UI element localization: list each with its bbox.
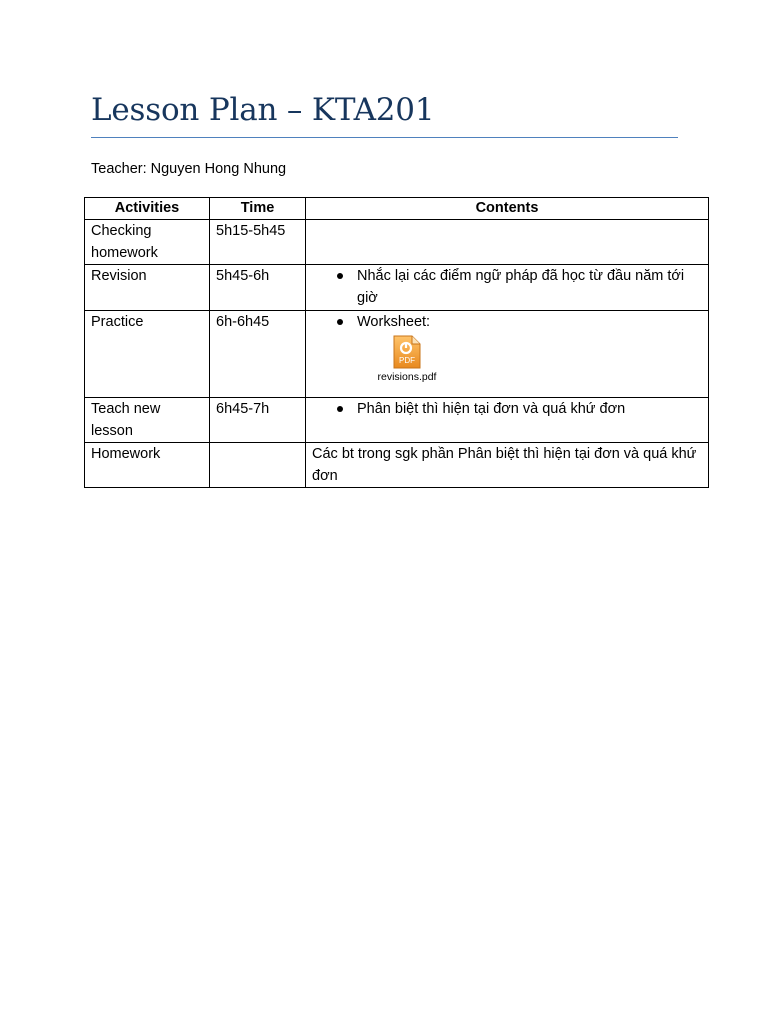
teacher-line: Teacher: Nguyen Hong Nhung <box>91 161 287 177</box>
table-row <box>85 398 709 443</box>
time-cell: 6h45-7h <box>210 398 306 443</box>
contents-cell <box>306 265 709 311</box>
time-cell <box>210 443 306 488</box>
header-time: Time <box>210 198 306 220</box>
lesson-plan-table <box>84 197 709 488</box>
contents-cell <box>306 398 709 443</box>
contents-bullet-list <box>312 265 702 309</box>
contents-bullet-list <box>312 398 702 420</box>
activity-cell: Homework <box>85 443 210 488</box>
table-row <box>85 443 709 488</box>
header-activities: Activities <box>85 198 210 220</box>
contents-bullet-list <box>312 311 702 333</box>
table-header-row <box>85 198 709 220</box>
pdf-icon-label: PDF <box>399 356 415 365</box>
pdf-file-icon <box>393 335 421 369</box>
activity-cell: Teach new lesson <box>85 398 210 443</box>
pdf-filename[interactable]: revisions.pdf <box>377 371 437 383</box>
contents-cell <box>306 311 709 398</box>
bullet-item: Nhắc lại các điểm ngữ pháp đã học từ đầu năm tới giờ <box>357 265 702 309</box>
activity-cell: Checking homework <box>85 220 210 265</box>
activity-cell: Revision <box>85 265 210 311</box>
time-cell: 6h-6h45 <box>210 311 306 398</box>
pdf-attachment[interactable] <box>367 335 447 397</box>
table-row <box>85 265 709 311</box>
page-title: Lesson Plan – KTA201 <box>91 92 435 128</box>
contents-cell <box>306 220 709 265</box>
table-row <box>85 311 709 398</box>
title-underline <box>91 137 678 138</box>
bullet-item: Worksheet: <box>357 311 702 333</box>
time-cell: 5h15-5h45 <box>210 220 306 265</box>
header-contents: Contents <box>306 198 709 220</box>
time-cell: 5h45-6h <box>210 265 306 311</box>
bullet-item: Phân biệt thì hiện tại đơn và quá khứ đơn <box>357 398 702 420</box>
activity-cell: Practice <box>85 311 210 398</box>
contents-cell: Các bt trong sgk phần Phân biệt thì hiện tại đơn và quá khứ đơn <box>306 443 709 488</box>
table-row <box>85 220 709 265</box>
